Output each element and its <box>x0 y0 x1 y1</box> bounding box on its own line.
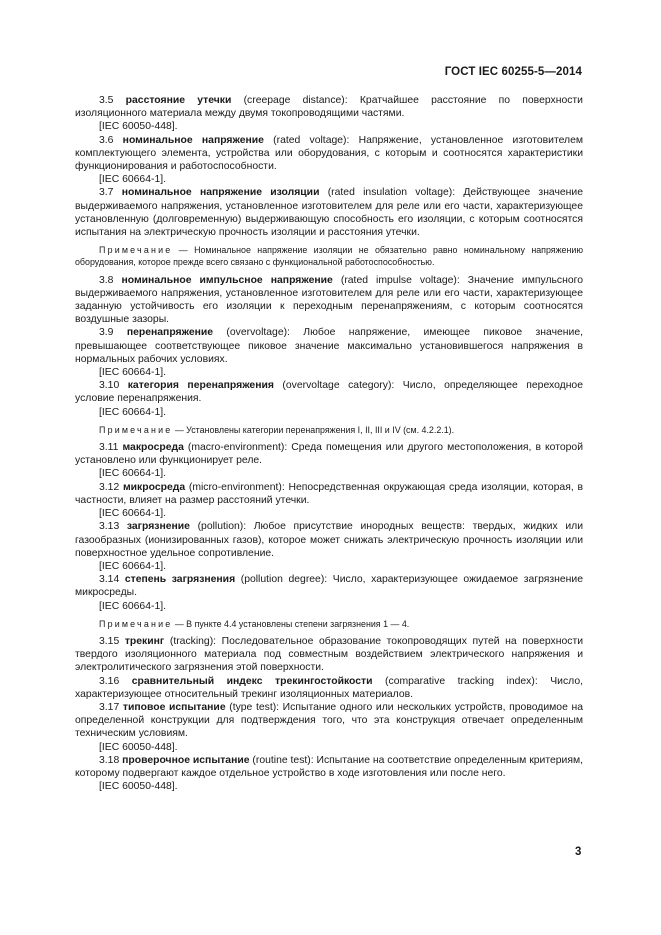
definition-3-15 <box>75 635 583 675</box>
term: категория перенапряжения <box>127 380 274 392</box>
reference: [IEC 60664-1]. <box>99 406 167 418</box>
definition-3-8 <box>75 274 583 327</box>
text-fragment: 3.5 <box>99 95 114 106</box>
text-fragment: (rated impulse voltage): Значение импульсного выдерживаемого напряжения, установленное изготовителем для реле или его части, характеризующее заданную устойчивость его изоляции к переходным перенапряжениям, с которым соотносятся воздушные зазоры. <box>75 274 583 326</box>
term: степень загрязнения <box>124 574 236 586</box>
term: перенапряжение <box>126 327 214 339</box>
term: номинальное импульсное напряжение <box>121 274 333 286</box>
definition-3-9 <box>75 326 583 366</box>
text-fragment: Примечание <box>99 424 173 435</box>
text-fragment: 3.16 <box>99 675 120 687</box>
note <box>75 244 583 268</box>
reference: [IEC 60664-1]. <box>99 600 167 612</box>
definition-3-5 <box>75 94 583 120</box>
text-fragment: (micro-environment): Непосредственная окружающая среда изоляции, которая, в частности, влияет на размер расстояний утечки. <box>75 481 583 506</box>
reference: [IEC 60664-1]. <box>99 468 167 480</box>
text-fragment: 3.15 <box>99 635 120 647</box>
text-fragment: (pollution degree): Число, характеризующее ожидаемое загрязнение микросреды. <box>75 574 583 599</box>
note <box>75 424 583 436</box>
text-fragment: (overvoltage category): Число, определяющее переходное условие перенапряжения. <box>75 380 583 405</box>
text-fragment: (rated voltage): Напряжение, установленное изготовителем комплектующего элемента, устройства или оборудования, с которым и соотносятся характеристики функционирования и работоспособности. <box>75 134 584 173</box>
term: трекинг <box>124 635 165 647</box>
reference: [IEC 60664-1]. <box>99 560 167 572</box>
text-fragment: 3.17 <box>99 701 120 713</box>
text-fragment: (macro-environment): Среда помещения или другого местоположения, в которой установлено или функционирует реле. <box>75 442 584 467</box>
standard-code-header: ГОСТ IEC 60255-5—2014 <box>444 66 582 78</box>
definition-3-18 <box>75 754 583 780</box>
page-number: 3 <box>575 846 582 858</box>
definition-3-16 <box>75 675 583 701</box>
text-fragment: (creepage distance): Кратчайшее расстояние по поверхности изоляционного материала между двумя токопроводящими частями. <box>75 95 583 120</box>
definition-3-7 <box>75 186 583 239</box>
reference: [IEC 60050-448]. <box>99 121 178 133</box>
text-fragment: (rated insulation voltage): Действующее значение выдерживаемого напряжения, установленное изготовителем для реле или его части, характеризующее установленную (долговременную) выдерживающую способность его изоляции, с которым соотносятся испытания на электрическую прочность изоляции и расстояния утечки. <box>75 187 583 239</box>
term: макросреда <box>122 442 184 454</box>
text-fragment: Примечание <box>99 245 173 256</box>
definition-3-6 <box>75 134 583 174</box>
document-body <box>75 94 583 793</box>
term: микросреда <box>122 481 186 493</box>
text-fragment: 3.12 <box>99 481 120 493</box>
text-fragment: (routine test): Испытание на соответствие определенным критериям, которому подвергают каждое отдельное устройство в ходе изготовления или после него. <box>75 754 583 779</box>
text-fragment: (comparative tracking index): Число, характеризующее относительный трекинг изоляционных материалов. <box>75 675 583 700</box>
text-fragment: 3.11 <box>99 442 119 454</box>
term: номинальное напряжение <box>122 134 264 146</box>
term: проверочное испытание <box>122 754 250 766</box>
reference: [IEC 60050-448]. <box>99 741 178 753</box>
note <box>75 618 583 630</box>
text-fragment: 3.7 <box>99 187 114 199</box>
text-fragment: 3.9 <box>99 327 114 339</box>
text-fragment: 3.6 <box>99 134 114 146</box>
reference: [IEC 60664-1]. <box>99 367 167 379</box>
text-fragment: — Номинальное напряжение изоляции не обязательно равно номинальному напряжению оборудования, которое прежде всего связано с функциональной работоспособностью. <box>75 245 583 268</box>
term: типовое испытание <box>122 701 226 713</box>
definition-3-13 <box>75 520 583 560</box>
reference: [IEC 60664-1]. <box>99 508 167 520</box>
definition-3-12 <box>75 481 583 507</box>
term: загрязнение <box>126 521 190 533</box>
text-fragment: 3.8 <box>99 274 114 286</box>
text-fragment: — Установлены категории перенапряжения I, II, III и IV (см. 4.2.2.1). <box>172 424 455 435</box>
text-fragment: 3.18 <box>99 754 120 766</box>
term: номинальное напряжение изоляции <box>121 187 320 199</box>
reference: [IEC 60664-1]. <box>99 174 167 186</box>
text-fragment: 3.13 <box>99 521 120 533</box>
text-fragment: (type test): Испытание одного или нескольких устройств, проводимое на определенной конструкции для подтверждения того, что эта конструкция отвечает определенным техническим условиям. <box>75 701 584 740</box>
definition-3-11 <box>75 441 583 467</box>
reference: [IEC 60050-448]. <box>99 781 178 793</box>
text-fragment: 3.10 <box>99 380 120 392</box>
text-fragment: (pollution): Любое присутствие инородных веществ: твердых, жидких или газообразных (ионизированных газов), которое может снижать электрическую прочность изоляции или поверхностное удельное сопротивление. <box>75 521 583 559</box>
text-fragment: (tracking): Последовательное образование токопроводящих путей на поверхности твердого изоляционного материала под совместным воздействием электрического напряжения и электролитического загрязнения этой поверхности. <box>75 635 584 674</box>
text-fragment: (overvoltage): Любое напряжение, имеющее пиковое значение, превышающее соответствующее пиковое значение максимально установившегося напряжения в нормальных рабочих условиях. <box>75 327 583 365</box>
text-fragment: 3.14 <box>99 574 120 586</box>
text-fragment: — В пункте 4.4 установлены степени загрязнения 1 — 4. <box>172 618 410 629</box>
definition-3-17 <box>75 701 583 741</box>
definition-3-10 <box>75 379 583 405</box>
term: расстояние утечки <box>125 95 232 106</box>
term: сравнительный индекс трекингостойкости <box>131 675 373 687</box>
definition-3-14 <box>75 573 583 599</box>
text-fragment: Примечание <box>99 618 173 629</box>
